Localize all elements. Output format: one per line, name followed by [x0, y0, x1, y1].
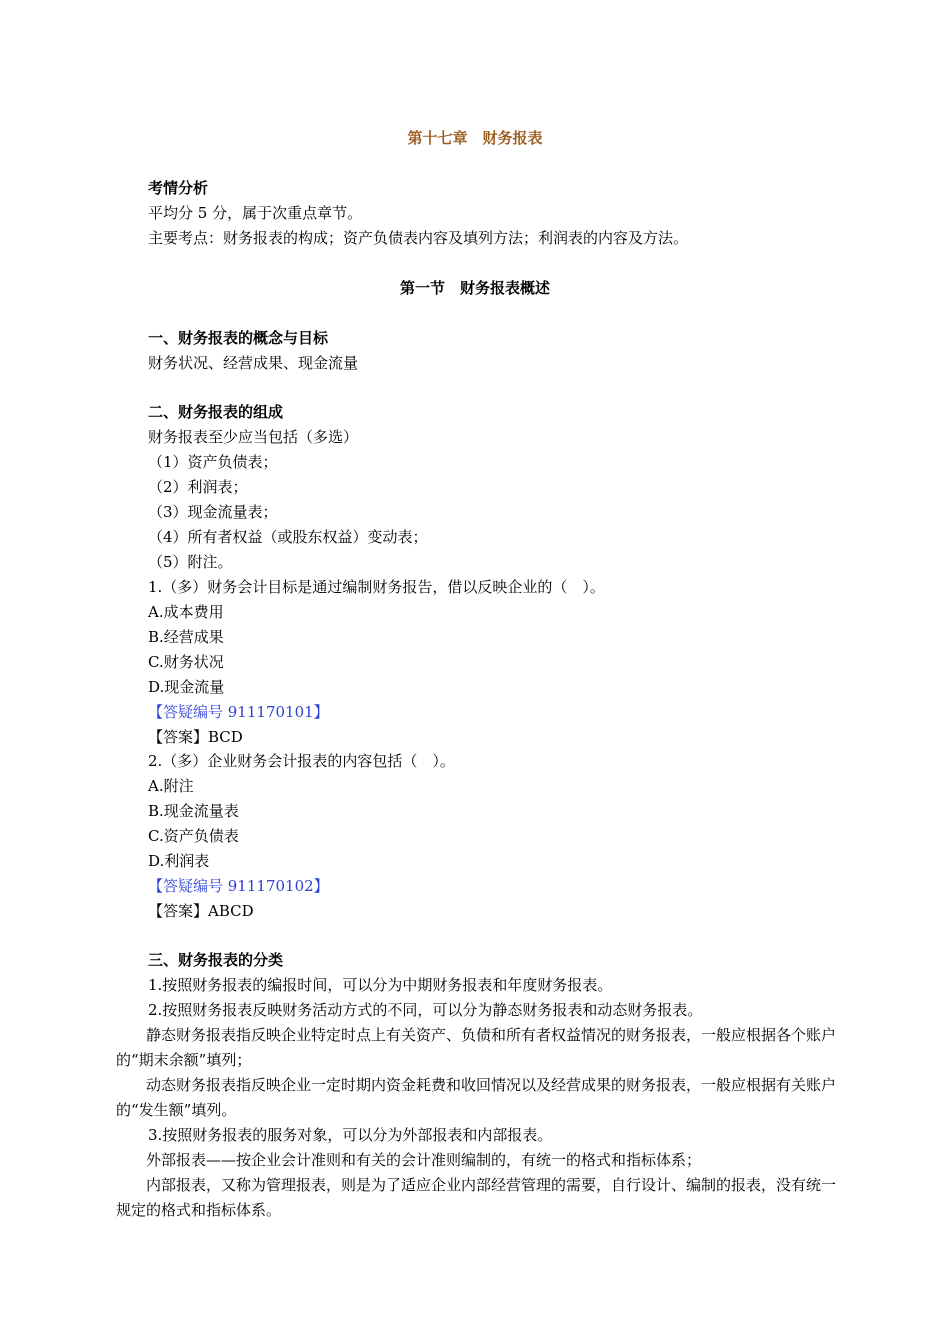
question-option: A.成本费用 — [148, 603, 224, 621]
question-option: D.现金流量 — [148, 678, 225, 696]
question-2: 2.（多）企业财务会计报表的内容包括（ ）。 — [148, 752, 455, 770]
question-option: A.附注 — [148, 777, 194, 795]
list-item: （1）资产负债表； — [148, 453, 278, 471]
list-item: （3）现金流量表； — [148, 503, 278, 521]
paragraph-internal-report: 内部报表，又称为管理报表，则是为了适应企业内部经营管理的需要，自行设计、编制的报表，没有统一规定的格式和指标体系。 — [116, 1176, 837, 1219]
question-1: 1.（多）财务会计目标是通过编制财务报告，借以反映企业的（ ）。 — [148, 578, 605, 596]
chapter-title: 第十七章 财务报表 — [407, 129, 543, 147]
paragraph-dynamic-report: 动态财务报表指反映企业一定时期内资金耗费和收回情况以及经营成果的财务报表，一般应根据有关账户的“发生额”填列。 — [116, 1076, 837, 1119]
part2-heading: 二、财务报表的组成 — [148, 403, 284, 421]
paragraph-static-report: 静态财务报表指反映企业特定时点上有关资产、负债和所有者权益情况的财务报表，一般应根据各个账户的“期末余额”填列； — [116, 1026, 837, 1069]
qa-reference-link[interactable]: 【答疑编号 911170102】 — [148, 877, 329, 895]
part3-line: 3.按照财务报表的服务对象，可以分为外部报表和内部报表。 — [148, 1126, 553, 1144]
question-option: C.资产负债表 — [148, 827, 239, 845]
part1-heading: 一、财务报表的概念与目标 — [148, 329, 329, 347]
answer: 【答案】ABCD — [148, 902, 254, 920]
question-option: B.经营成果 — [148, 628, 224, 646]
qa-reference-link[interactable]: 【答疑编号 911170101】 — [148, 703, 329, 721]
question-option: B.现金流量表 — [148, 802, 239, 820]
exam-analysis-line: 平均分 5 分，属于次重点章节。 — [148, 204, 363, 222]
paragraph-external-report: 外部报表——按企业会计准则和有关的会计准则编制的，有统一的格式和指标体系； — [146, 1151, 702, 1169]
section-title: 第一节 财务报表概述 — [399, 279, 550, 297]
exam-analysis-heading: 考情分析 — [148, 179, 209, 197]
list-item: （4）所有者权益（或股东权益）变动表； — [148, 528, 428, 546]
list-item: （2）利润表； — [148, 478, 248, 496]
exam-analysis-line: 主要考点：财务报表的构成；资产负债表内容及填列方法；利润表的内容及方法。 — [148, 229, 689, 247]
question-option: C.财务状况 — [148, 653, 224, 671]
part3-line: 2.按照财务报表反映财务活动方式的不同，可以分为静态财务报表和动态财务报表。 — [148, 1001, 703, 1019]
answer: 【答案】BCD — [148, 728, 243, 746]
part1-text: 财务状况、经营成果、现金流量 — [148, 354, 359, 372]
part3-line: 1.按照财务报表的编报时间，可以分为中期财务报表和年度财务报表。 — [148, 976, 613, 994]
list-item: （5）附注。 — [148, 553, 233, 571]
question-option: D.利润表 — [148, 852, 210, 870]
part3-heading: 三、财务报表的分类 — [148, 951, 284, 969]
part2-intro: 财务报表至少应当包括（多选） — [148, 428, 359, 446]
